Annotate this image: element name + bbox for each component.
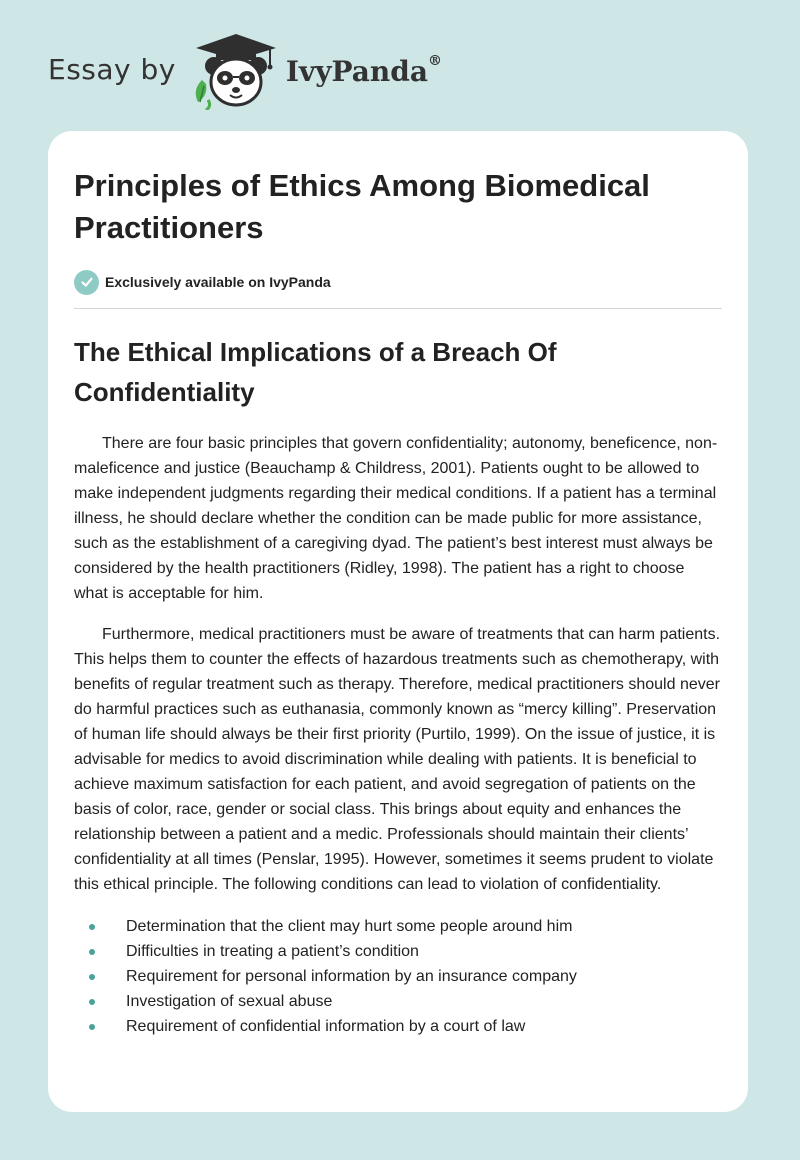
brand-prefix: Essay by bbox=[48, 52, 176, 86]
exclusive-label: Exclusively available on IvyPanda bbox=[105, 274, 331, 290]
brand-name-text: IvyPanda bbox=[285, 54, 429, 88]
paragraph-2: Furthermore, medical practitioners must be aware of treatments that can harm patients. This helps them to counter the effects of hazardous treatments such as chemotherapy, with benefits of regular treatment such as therapy. Therefore, medical practitioners should never do harmful practices such as euthanasia, commonly known as “mercy killing”. Preservation of human life should always be their first priority (Purtilo, 1999). On the issue of justice, it is advisable for medics to avoid discrimination while dealing with patients. It is beneficial to achieve maximum satisfaction for each patient, and avoid segregation of patients on the basis of color, race, gender or social class. This brings about equity and enhances the relationship between a patient and a medic. Professionals should maintain their clients’ confidentiality at all times (Penslar, 1995). However, sometimes it seems prudent to violate this ethical principle. The following conditions can lead to violation of confidentiality. bbox=[74, 626, 721, 893]
bullet-dot-icon bbox=[89, 1024, 95, 1030]
list-item-text: Requirement for personal information by an insurance company bbox=[126, 968, 577, 985]
section-heading: The Ethical Implications of a Breach Of Confidentiality bbox=[74, 337, 557, 407]
bullet-dot-icon bbox=[89, 949, 95, 955]
list-item bbox=[74, 989, 722, 1014]
bullet-dot-icon bbox=[89, 924, 95, 930]
list-item bbox=[74, 964, 722, 989]
bullet-dot-icon bbox=[89, 974, 95, 980]
conditions-list bbox=[74, 914, 722, 1039]
brand-name[interactable] bbox=[285, 52, 443, 88]
list-item bbox=[74, 1014, 722, 1039]
panda-logo-icon[interactable] bbox=[190, 30, 282, 110]
list-item-text: Requirement of confidential information by a court of law bbox=[126, 1018, 526, 1035]
registered-mark: ® bbox=[428, 52, 443, 69]
list-item bbox=[74, 914, 722, 939]
list-item-text: Investigation of sexual abuse bbox=[126, 993, 333, 1010]
list-item bbox=[74, 939, 722, 964]
document-title: Principles of Ethics Among Biomedical Practitioners bbox=[74, 168, 650, 245]
check-circle-icon bbox=[74, 270, 99, 295]
site-header bbox=[48, 30, 442, 110]
essay-card bbox=[48, 131, 748, 1112]
paragraph-1: There are four basic principles that govern confidentiality; autonomy, beneficence, non-maleficence and justice (Beauchamp & Childress, 2001). Patients ought to be allowed to make independent judgments regarding their medical conditions. If a patient has a terminal illness, he should declare whether the condition can be made public for more assistance, such as the establishment of a caregiving dyad. The patient’s best interest must always be considered by the health practitioners (Ridley, 1998). The patient has a right to choose what is acceptable for him. bbox=[74, 435, 718, 602]
bullet-dot-icon bbox=[89, 999, 95, 1005]
exclusive-badge bbox=[74, 269, 722, 295]
list-item-text: Determination that the client may hurt some people around him bbox=[126, 918, 573, 935]
list-item-text: Difficulties in treating a patient’s condition bbox=[126, 943, 419, 960]
title-divider bbox=[74, 308, 722, 309]
